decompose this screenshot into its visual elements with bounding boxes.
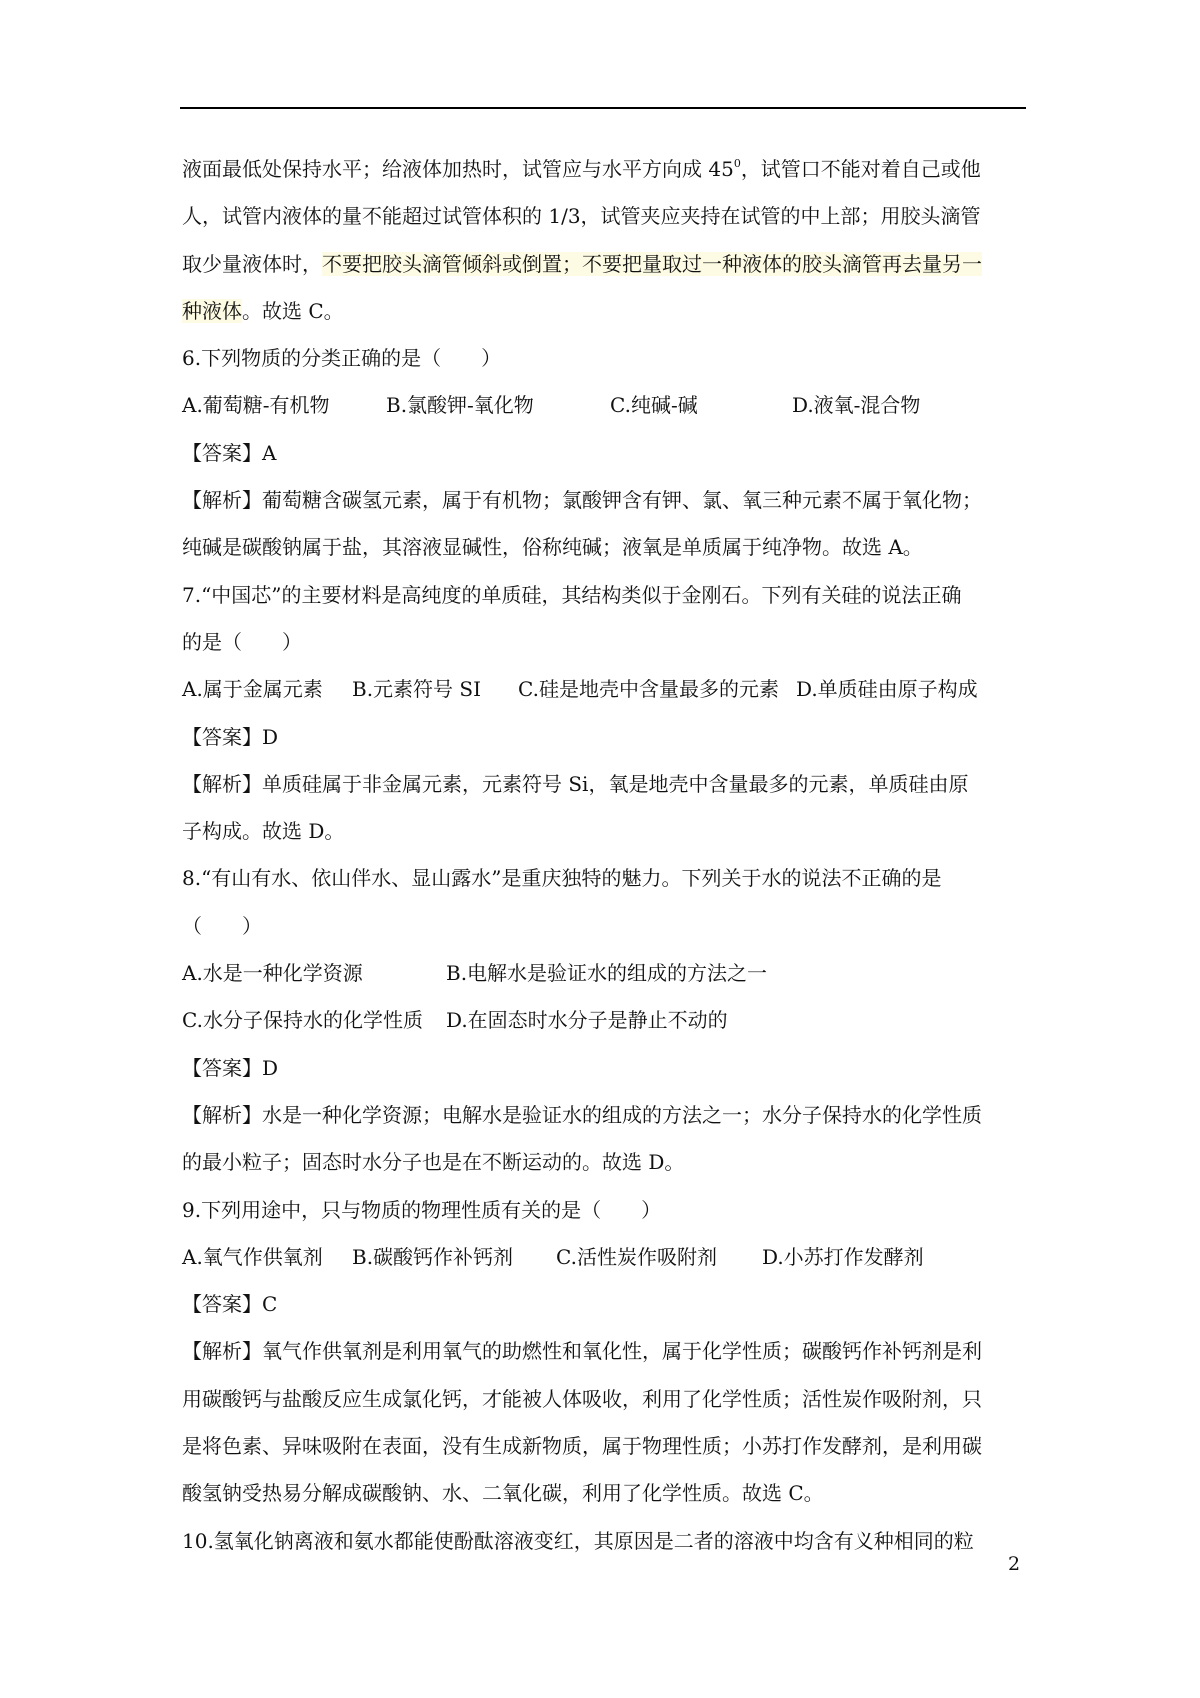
question-9-answer: 【答案】C xyxy=(182,1292,278,1317)
question-6-answer: 【答案】A xyxy=(182,440,277,465)
option-a: A.水是一种化学资源 xyxy=(182,961,363,986)
option-d: D.小苏打作发酵剂 xyxy=(762,1244,924,1269)
option-b: B.电解水是验证水的组成的方法之一 xyxy=(446,961,768,986)
degree-superscript: 0 xyxy=(733,157,741,170)
option-d: D.在固态时水分子是静止不动的 xyxy=(446,1008,728,1033)
option-b: B.碳酸钙作补钙剂 xyxy=(352,1244,514,1269)
option-b: B.氯酸钾-氧化物 xyxy=(386,393,534,418)
carryover-line-3 xyxy=(182,241,1028,288)
question-7-answer: 【答案】D xyxy=(182,724,279,749)
question-6-analysis-2: 纯碱是碳酸钠属于盐，其溶液显碱性，俗称纯碱；液氧是单质属于纯净物。故选 A。 xyxy=(182,535,923,560)
question-8-options-row-2 xyxy=(182,997,1028,1044)
question-9-options xyxy=(182,1234,1028,1281)
question-9-analysis-2: 用碳酸钙与盐酸反应生成氯化钙，才能被人体吸收，利用了化学性质；活性炭作吸附剂，只 xyxy=(182,1386,982,1411)
question-6-analysis-1: 【解析】葡萄糖含碳氢元素，属于有机物；氯酸钾含有钾、氯、氧三种元素不属于氧化物； xyxy=(182,488,982,513)
question-8-analysis-1: 【解析】水是一种化学资源；电解水是验证水的组成的方法之一；水分子保持水的化学性质 xyxy=(182,1102,982,1127)
text: ，试管口不能对着自己或他 xyxy=(740,157,981,181)
question-8-analysis-2: 的最小粒子；固态时水分子也是在不断运动的。故选 D。 xyxy=(182,1150,685,1175)
question-9-analysis-4: 酸氢钠受热易分解成碳酸钠、水、二氧化碳，利用了化学性质。故选 C。 xyxy=(182,1481,824,1506)
text: 液面最低处保持水平；给液体加热时，试管应与水平方向成 45 xyxy=(182,157,734,181)
question-7-stem-2: 的是（ ） xyxy=(182,629,302,654)
question-8-stem-2: （ ） xyxy=(182,913,262,938)
option-c: C.硅是地壳中含量最多的元素 xyxy=(518,677,779,702)
question-7-options xyxy=(182,666,1028,713)
carryover-line-2: 人，试管内液体的量不能超过试管体积的 1/3，试管夹应夹持在试管的中上部；用胶头滴管 xyxy=(182,204,981,229)
option-a: A.氧气作供氧剂 xyxy=(182,1244,323,1269)
question-7-analysis-2: 子构成。故选 D。 xyxy=(182,819,345,844)
question-7-analysis-1: 【解析】单质硅属于非金属元素，元素符号 Si，氧是地壳中含量最多的元素，单质硅由原 xyxy=(182,771,969,796)
carryover-line-1 xyxy=(182,146,1028,193)
question-8-options-row-1 xyxy=(182,950,1028,997)
question-9-stem: 9.下列用途中，只与物质的物理性质有关的是（ ） xyxy=(182,1197,662,1222)
option-a: A.属于金属元素 xyxy=(182,677,323,702)
question-9-analysis-3: 是将色素、异味吸附在表面，没有生成新物质，属于物理性质；小苏打作发酵剂，是利用碳 xyxy=(182,1434,982,1459)
option-b: B.元素符号 SI xyxy=(352,677,482,702)
option-c: C.活性炭作吸附剂 xyxy=(556,1244,717,1269)
option-a: A.葡萄糖-有机物 xyxy=(182,393,330,418)
page-number: 2 xyxy=(1008,1553,1021,1575)
question-8-stem-1: 8.“有山有水、依山伴水、显山露水”是重庆独特的魅力。下列关于水的说法不正确的是 xyxy=(182,866,942,891)
question-7-stem-1: 7.“中国芯”的主要材料是高纯度的单质硅，其结构类似于金刚石。下列有关硅的说法正确 xyxy=(182,582,962,607)
option-d: D.单质硅由原子构成 xyxy=(796,677,978,702)
question-6-options xyxy=(182,382,1028,429)
option-d: D.液氧-混合物 xyxy=(792,393,921,418)
question-6-stem: 6.下列物质的分类正确的是（ ） xyxy=(182,346,502,371)
header-rule xyxy=(180,107,1026,109)
carryover-line-4 xyxy=(182,288,1028,335)
text: 取少量液体时， xyxy=(182,251,322,276)
page-content xyxy=(182,146,1028,1565)
question-8-answer: 【答案】D xyxy=(182,1055,279,1080)
option-c: C.水分子保持水的化学性质 xyxy=(182,1008,423,1033)
highlighted-text: 种液体 xyxy=(182,298,242,323)
question-10-stem: 10.氢氧化钠离液和氨水都能使酚酞溶液变红，其原因是二者的溶液中均含有义种相同的粒 xyxy=(182,1528,974,1553)
option-c: C.纯碱-碱 xyxy=(610,393,698,418)
highlighted-text: 不要把胶头滴管倾斜或倒置；不要把量取过一种液体的胶头滴管再去量另一 xyxy=(322,251,982,276)
text: 。故选 C。 xyxy=(242,298,344,323)
question-9-analysis-1: 【解析】氧气作供氧剂是利用氧气的助燃性和氧化性，属于化学性质；碳酸钙作补钙剂是利 xyxy=(182,1339,982,1364)
